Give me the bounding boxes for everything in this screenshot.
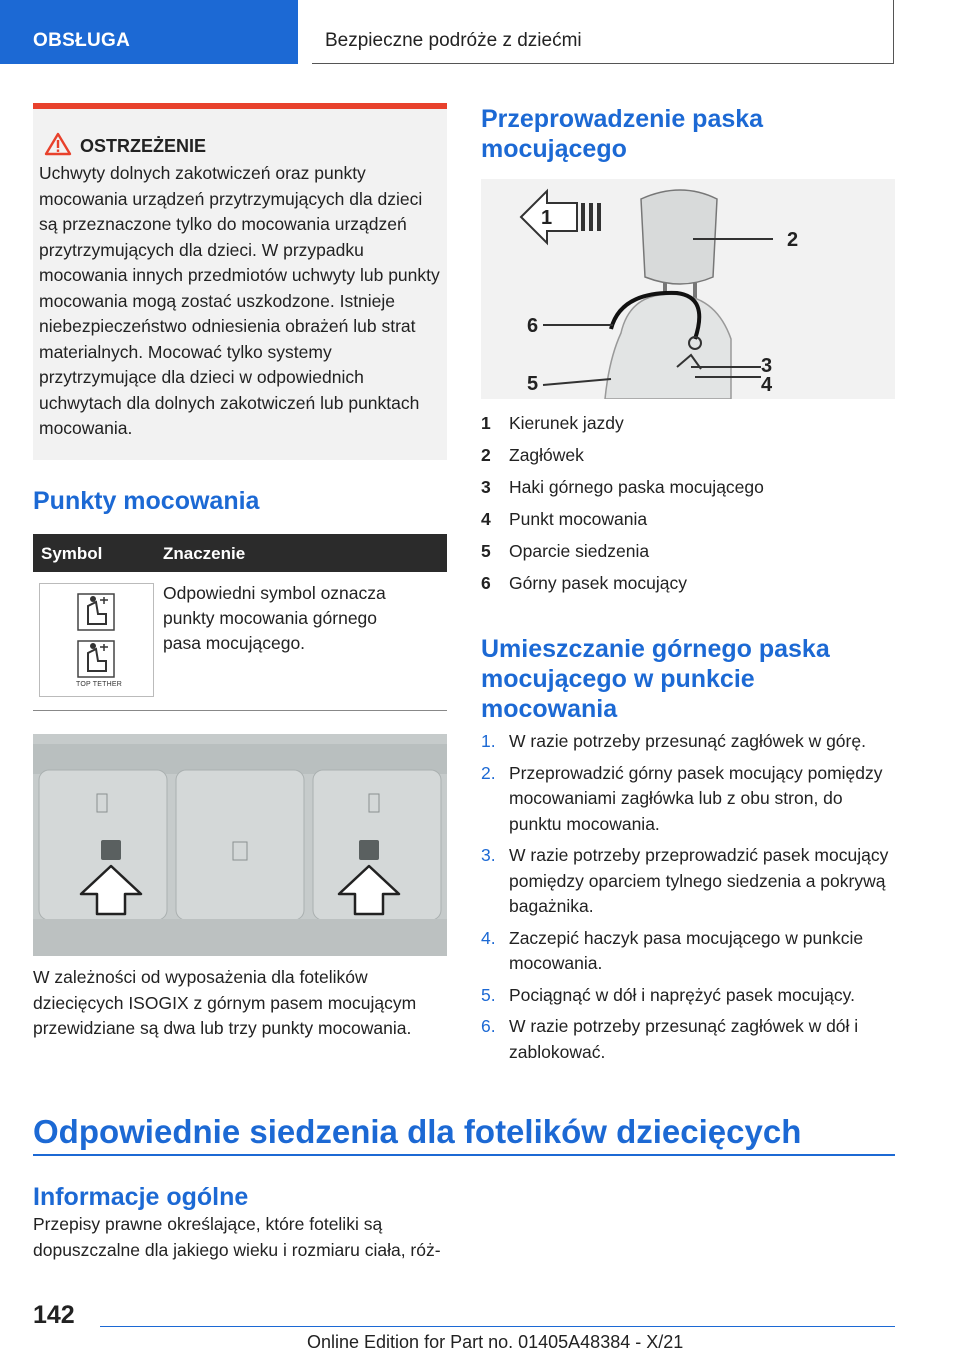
diagram-label-2: 2 (787, 229, 799, 251)
diagram-label-5: 5 (527, 373, 539, 395)
warning-body: Uchwyty dolnych zakotwiczeń oraz punkty mocowania urządzeń przytrzymujących dla dzieci są przeznaczone tylko do mocowania urządzeń przytrzymujących dla dzieci. W przypadku mocowania innych przedmiotów uchwyty lub punkty mocowania mogą zostać uszkodzone. Istnieje niebezpieczeństwo odniesienia obrażeń lub strat materialnych. Mocować tylko systemy przytrzymujące dla dzieci w odpowiednich uchwytach dla dolnych zakotwiczeń lub punktach mocowania. (39, 163, 440, 438)
list-item: 5 Oparcie siedzenia (481, 541, 650, 561)
list-item: 4. Zaczepić haczyk pasa mocującego w punkcie mocowania. (481, 927, 864, 973)
table-col-meaning: Znaczenie (163, 544, 246, 563)
table-header (33, 534, 447, 572)
umieszczanie-heading: Umieszczanie górnego paska mocującego w punkcie mocowania (481, 635, 830, 723)
info-text: Przepisy prawne określające, które foteliki są dopuszczalne dla jakiego wieku i rozmiaru ciała, róż- (33, 1214, 441, 1260)
child-seat-tether-icon (40, 584, 153, 696)
list-item: 2. Przeprowadzić górny pasek mocujący pomiędzy mocowaniami zagłówka lub z obu stron, do punktu mocowania. (481, 762, 883, 834)
list-item: 6. W razie potrzeby przesunąć zagłówek w dół i zablokować. (481, 1016, 859, 1062)
symbol-caption: TOP TETHER (76, 681, 122, 688)
diagram-label-3: 3 (761, 355, 773, 377)
header-title: Bezpieczne podróże z dziećmi (325, 30, 582, 51)
header-title-box (312, 0, 894, 64)
table-col-symbol: Symbol (41, 544, 103, 563)
section-heading: Odpowiednie siedzenia dla fotelików dziecięcych (33, 1113, 802, 1150)
list-item: 1 Kierunek jazdy (481, 413, 624, 433)
list-item: 3 Haki górnego paska mocującego (481, 477, 764, 497)
section-divider (33, 1154, 895, 1156)
headrest-diagram (481, 179, 895, 399)
list-item: 5. Pociągnąć w dół i naprężyć pasek mocujący. (481, 984, 855, 1005)
footer-divider (100, 1326, 895, 1327)
header-section-label: OBSŁUGA (33, 30, 131, 51)
punkty-heading: Punkty mocowania (33, 487, 260, 515)
list-item: 2 Zagłówek (481, 445, 584, 465)
table-divider (33, 710, 447, 711)
table-meaning-text: Odpowiedni symbol oznacza punkty mocowania górnego pasa mocującego. (163, 583, 386, 653)
header-section-tab (0, 0, 298, 64)
list-item: 3. W razie potrzeby przeprowadzić pasek mocujący pomiędzy oparciem tylnego siedzenia a pokrywą bagażnika. (481, 845, 889, 916)
page-number: 142 (33, 1301, 75, 1329)
warning-title: OSTRZEŻENIE (80, 136, 207, 156)
list-item: 4 Punkt mocowania (481, 509, 648, 529)
diagram-label-1: 1 (541, 207, 553, 229)
steps-list (481, 729, 895, 1071)
tether-routing-diagram (481, 179, 895, 399)
diagram-legend (481, 410, 895, 602)
przeprowadzenie-heading: Przeprowadzenie paska mocującego (481, 105, 764, 163)
warning-box (33, 103, 447, 460)
warning-triangle-icon (44, 132, 72, 156)
diagram-label-6: 6 (527, 315, 539, 337)
list-item: 1. W razie potrzeby przesunąć zagłówek w górę. (481, 731, 866, 751)
seat-back-illustration (33, 734, 447, 956)
anchor-points-photo (33, 734, 447, 956)
sub-heading: Informacje ogólne (33, 1183, 249, 1211)
list-item: 6 Górny pasek mocujący (481, 573, 687, 593)
top-tether-symbol (39, 583, 154, 697)
footer-edition: Online Edition for Part no. 01405A48384 - X/21 (307, 1332, 684, 1352)
anchor-caption: W zależności od wyposażenia dla fotelików dziecięcych ISOGIX z górnym pasem mocującym przewidziane są dwa lub trzy punkty mocowania. (33, 967, 417, 1038)
diagram-label-4: 4 (761, 374, 773, 396)
